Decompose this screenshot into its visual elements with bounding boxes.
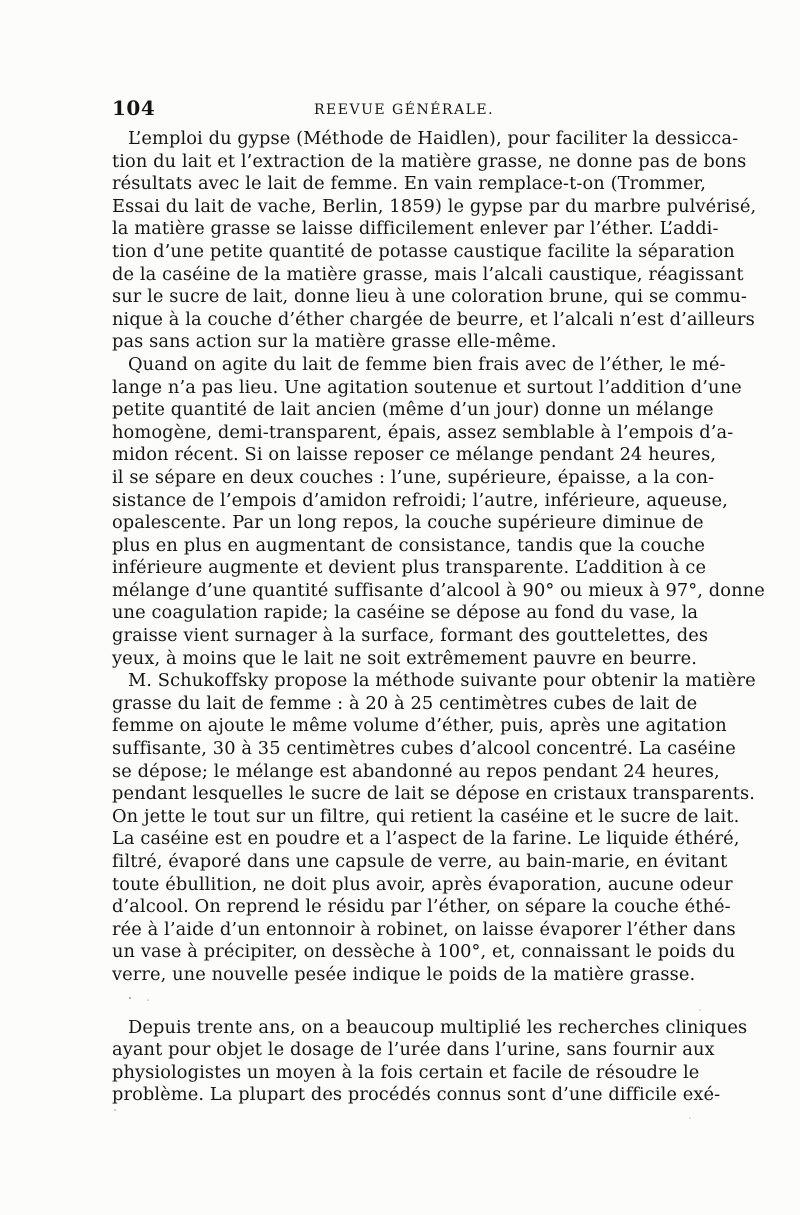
text-line: lange n’a pas lieu. Une agitation soutenue et surtout l’addition d’une [112, 376, 742, 398]
text-line: La caséine est en poudre et a l’aspect de la farine. Le liquide éthéré, [112, 828, 740, 850]
paragraph-schukoffsky-method [112, 670, 756, 986]
text-line: graisse vient surnager à la surface, formant des gouttelettes, des [112, 625, 709, 647]
text-line: tion du lait et l’extraction de la matière grasse, ne donne pas de bons [112, 150, 747, 172]
text-line: d’alcool. On reprend le résidu par l’éther, on sépare la couche éthé- [112, 896, 731, 918]
text-line: pendant lesquelles le sucre de lait se dépose en cristaux transparents. [112, 783, 756, 805]
paragraph-ether-agitation [112, 353, 765, 670]
text-line: une coagulation rapide; la caséine se dépose au fond du vase, la [112, 602, 699, 624]
text-line: midon récent. Si on laisse reposer ce mélange pendant 24 heures, [112, 444, 717, 466]
text-line: Depuis trente ans, on a beaucoup multiplié les recherches cliniques [128, 1016, 748, 1038]
text-line: se dépose; le mélange est abandonné au repos pendant 24 heures, [112, 760, 720, 782]
text-line: nique à la couche d’éther chargée de beurre, et l’alcali n’est d’ailleurs [112, 308, 755, 330]
text-line: un vase à précipiter, on dessèche à 100°, et, connaissant le poids du [112, 941, 736, 963]
text-line: L’emploi du gypse (Méthode de Haidlen), pour faciliter la dessicca- [128, 128, 739, 149]
text-line: il se sépare en deux couches : l’une, supérieure, épaisse, a la con- [112, 466, 715, 488]
text-line: grasse du lait de femme : à 20 à 25 centimètres cubes de lait de [112, 692, 698, 714]
paragraph-uree-dosage [112, 1016, 748, 1107]
paragraph-gypse-method [112, 128, 757, 354]
text-line: la matière grasse se laisse difficilement enlever par l’éther. L’addi- [112, 218, 719, 240]
running-title: REEVUE GÉNÉRALE. [314, 102, 495, 118]
text-line: M. Schukoffsky propose la méthode suivante pour obtenir la matière [128, 670, 756, 692]
text-line: problème. La plupart des procédés connus sont d’une difficile exé- [112, 1084, 721, 1106]
text-line: de la caséine de la matière grasse, mais l’alcali caustique, réagissant [112, 263, 744, 285]
text-line: ayant pour objet le dosage de l’urée dans l’urine, sans fournir aux [112, 1039, 715, 1061]
text-line: sur le sucre de lait, donne lieu à une coloration brune, qui se commu- [112, 286, 748, 308]
body-text [112, 128, 765, 1107]
text-line: petite quantité de lait ancien (même d’un jour) donne un mélange [112, 399, 714, 421]
text-line: inférieure augmente et devient plus transparente. L’addition à ce [112, 557, 707, 579]
text-line: toute ébullition, ne doit plus avoir, après évaporation, aucune odeur [112, 873, 733, 895]
text-line: pas sans action sur la matière grasse elle-même. [112, 331, 557, 353]
text-line: mélange d’une quantité suffisante d’alcool à 90° ou mieux à 97°, donne [112, 579, 765, 601]
text-line: suffisante, 30 à 35 centimètres cubes d’alcool concentré. La caséine [112, 738, 736, 760]
text-line: sistance de l’empois d’amidon refroidi; l’autre, inférieure, aqueuse, [112, 489, 728, 511]
text-line: résultats avec le lait de femme. En vain remplace-t-on (Trommer, [112, 173, 706, 195]
text-line: yeux, à moins que le lait ne soit extrêmement pauvre en beurre. [112, 647, 698, 669]
page-number: 104 [112, 96, 156, 120]
text-line: On jette le tout sur un filtre, qui retient la caséine et le sucre de lait. [112, 805, 740, 827]
text-line: tion d’une petite quantité de potasse caustique facilite la séparation [112, 240, 735, 262]
text-line: Essai du lait de vache, Berlin, 1859) le gypse par du marbre pulvérisé, [112, 195, 757, 217]
text-line: Quand on agite du lait de femme bien frais avec de l’éther, le mé- [128, 353, 726, 375]
running-head [112, 96, 686, 126]
text-line: physiologistes un moyen à la fois certain et facile de résoudre le [112, 1061, 700, 1083]
text-line: opalescente. Par un long repos, la couche supérieure diminue de [112, 512, 704, 534]
text-line: femme on ajoute le même volume d’éther, puis, après une agitation [112, 715, 727, 737]
text-line: rée à l’aide d’un entonnoir à robinet, on laisse évaporer l’éther dans [112, 918, 736, 940]
text-line: verre, une nouvelle pesée indique le poids de la matière grasse. [112, 963, 696, 985]
text-line: plus en plus en augmentant de consistance, tandis que la couche [112, 534, 706, 556]
text-line: filtré, évaporé dans une capsule de verre, au bain-marie, en évitant [112, 851, 728, 872]
text-line: homogène, demi-transparent, épais, assez semblable à l’empois d’a- [112, 421, 734, 443]
